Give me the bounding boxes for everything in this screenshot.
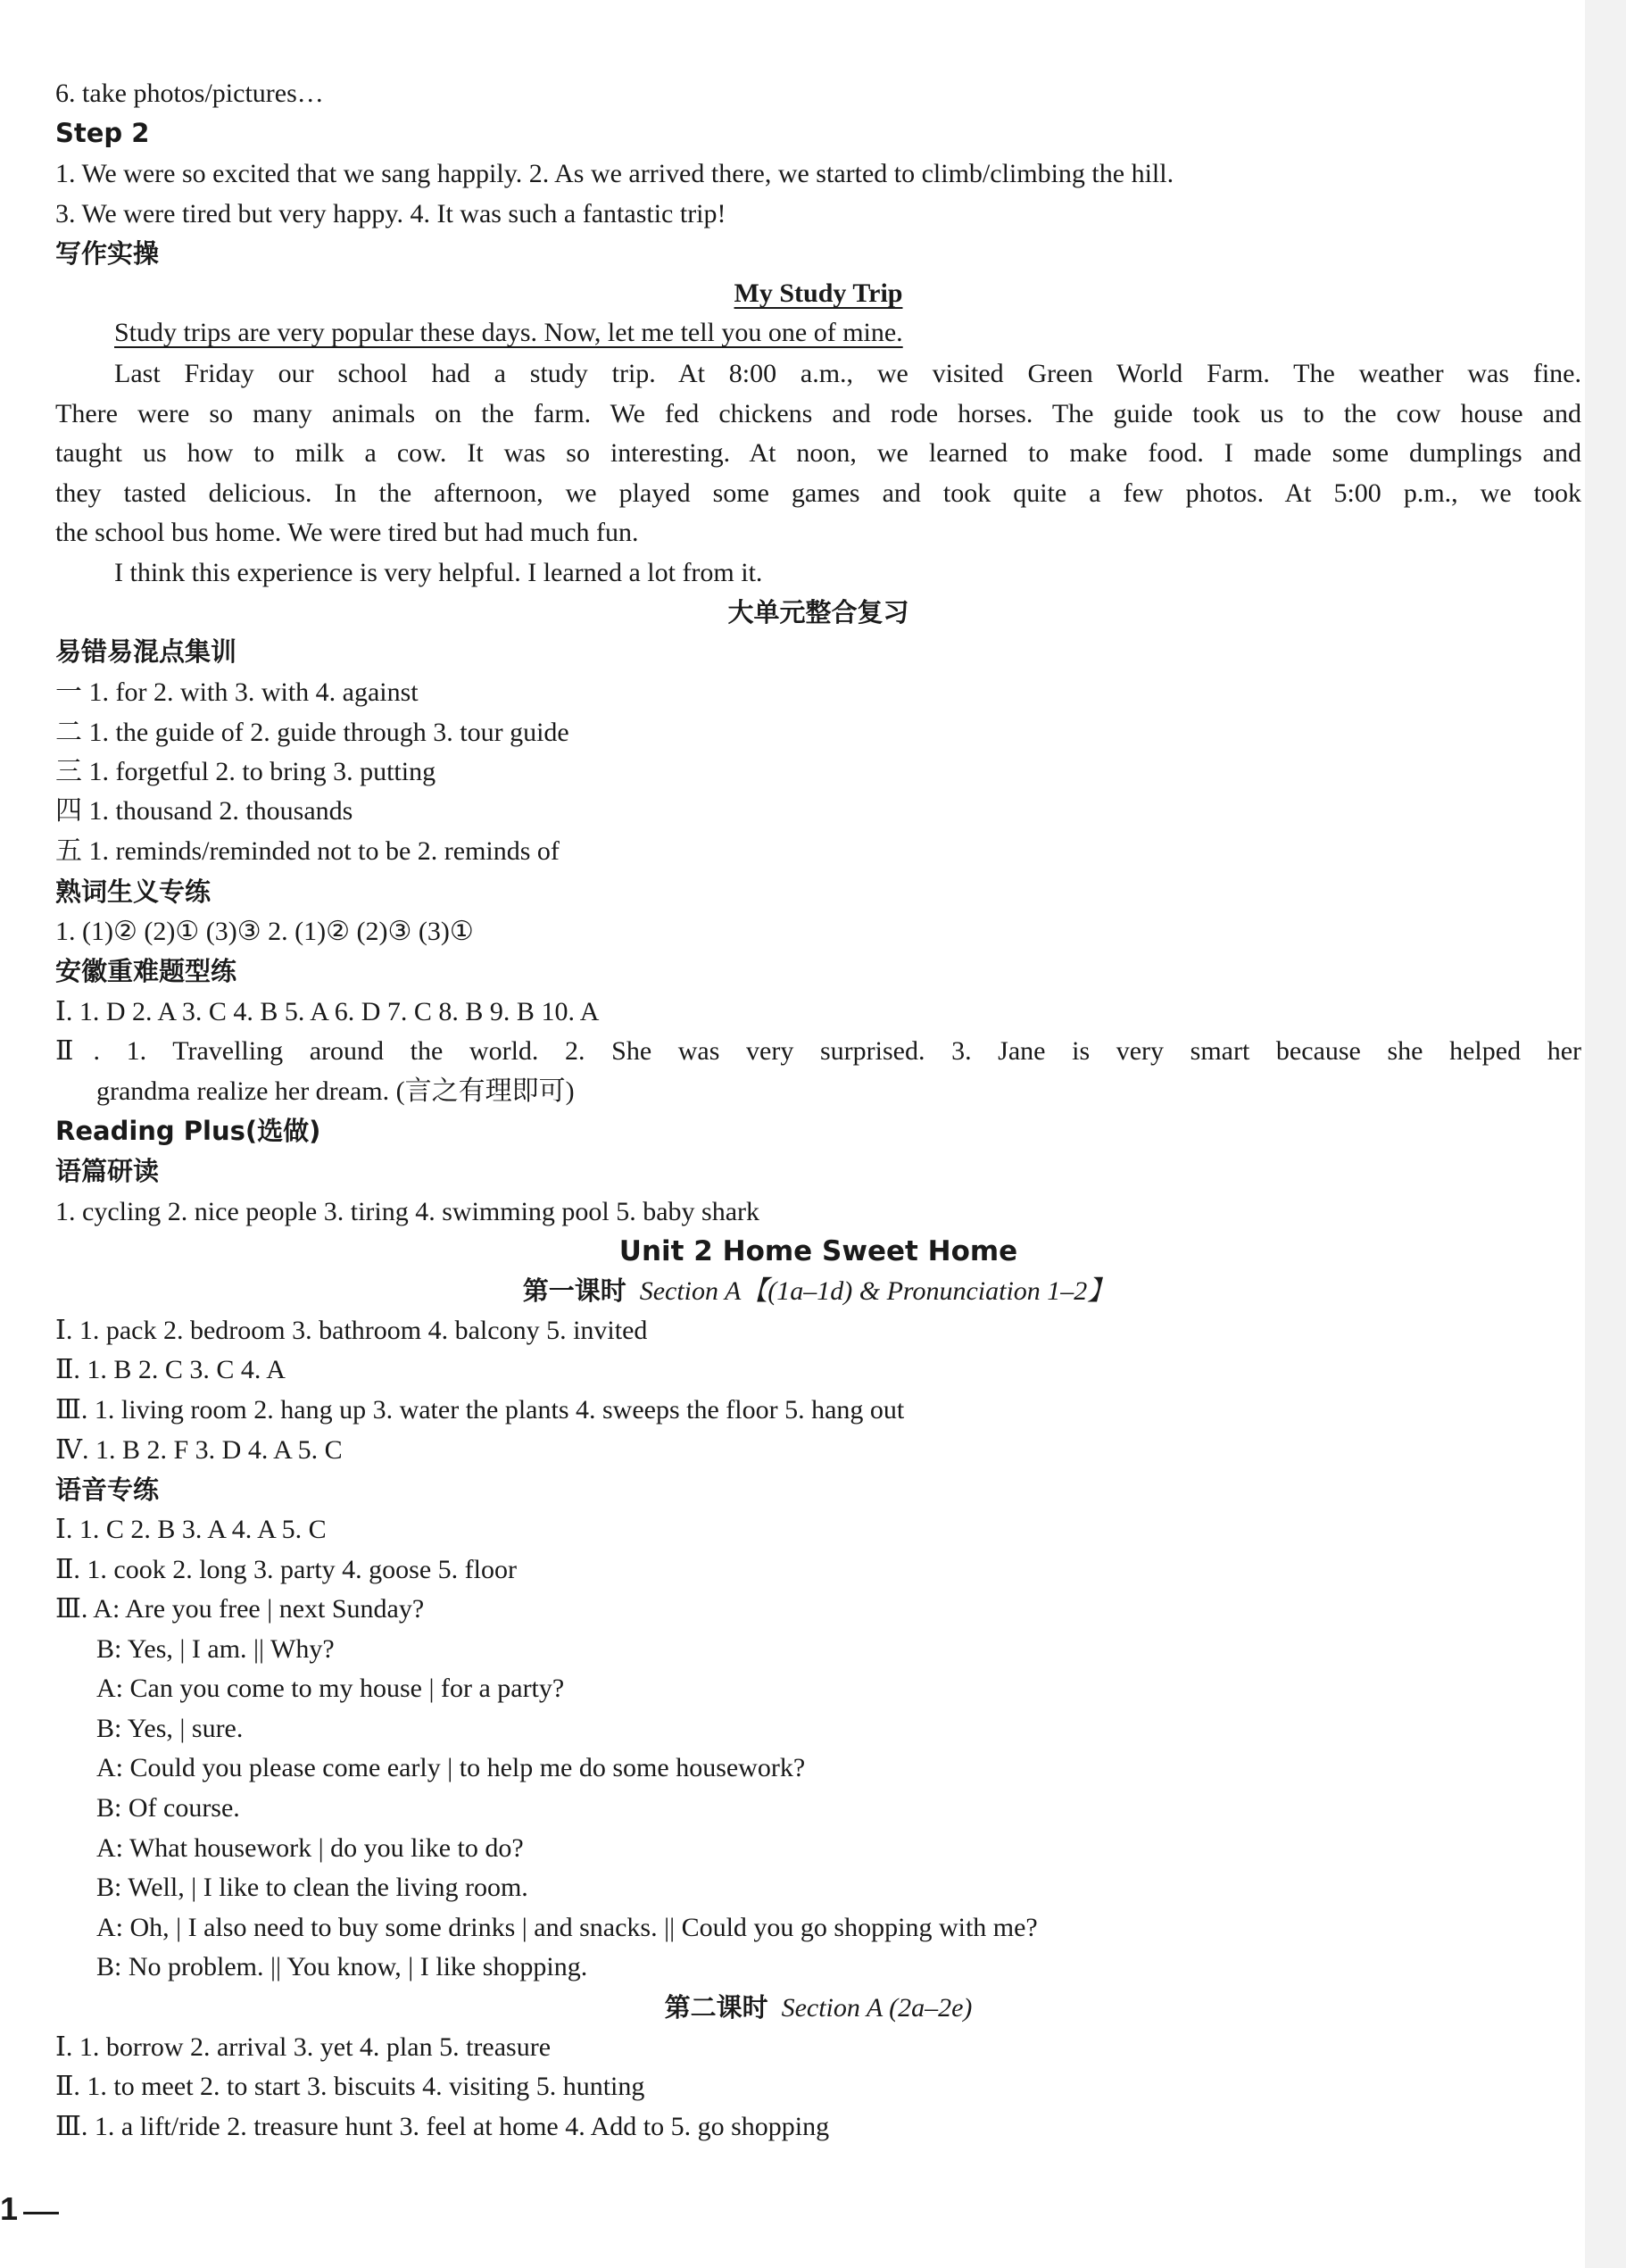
dialogue-line: B: Of course. [96,1793,240,1823]
dialogue-line: B: Well, | I like to clean the living room. [96,1873,528,1902]
essay-body-line: taught us how to milk a cow. It was so interesting. At noon, we learned to make food. I made some dumplings and [55,438,1581,468]
section-heading-anhui-practice: 安徽重难题型练 [55,956,237,986]
essay-body-line: There were so many animals on the farm. We fed chickens and rode horses. The guide took us to the cow house and [55,399,1581,428]
section-heading-review: 大单元整合复习 [727,597,909,627]
essay-conclusion: I think this experience is very helpful. I learned a lot from it. [114,558,763,587]
answer-line: Ⅰ. 1. borrow 2. arrival 3. yet 4. plan 5. treasure [55,2032,552,2062]
lesson-heading-2: 第二课时 Section A (2a–2e) [664,1992,973,2023]
answer-line: 二 1. the guide of 2. guide through 3. tour guide [55,718,569,747]
dialogue-line: A: Could you please come early | to help me do some housework? [96,1753,806,1782]
answer-line: 四 1. thousand 2. thousands [55,796,353,826]
section-heading-phonetics: 语音专练 [55,1475,160,1505]
answer-line: Ⅳ. 1. B 2. F 3. D 4. A 5. C [55,1435,343,1465]
answer-line: 三 1. forgetful 2. to bring 3. putting [55,757,436,786]
answer-line: Ⅲ. 1. a lift/ride 2. treasure hunt 3. feel at home 4. Add to 5. go shopping [55,2112,830,2141]
essay-opening: Study trips are very popular these days. Now, let me tell you one of mine. [114,318,903,347]
essay-body-line: Last Friday our school had a study trip. At 8:00 a.m., we visited Green World Farm. The weather was fine. [114,359,1581,388]
answer-line: Ⅰ. 1. pack 2. bedroom 3. bathroom 4. balcony 5. invited [55,1316,648,1345]
dialogue-line: A: What housework | do you like to do? [96,1833,524,1863]
dialogue-line: B: Yes, | I am. || Why? [96,1634,335,1664]
answer-line: Ⅱ. 1. B 2. C 3. C 4. A [55,1355,286,1384]
lesson-heading-1: 第一课时 Section A【(1a–1d) & Pronunciation 1–2】 [522,1275,1115,1306]
section-heading-reading-plus: Reading Plus(选做) [55,1116,321,1146]
essay-body-line: they tasted delicious. In the afternoon, we played some games and took quite a few photos. At 5:00 p.m., we took [55,478,1581,508]
answer-line: 1. We were so excited that we sang happily. 2. As we arrived there, we started to climb/climbing the hill. [55,159,1174,188]
section-heading-reading-study: 语篇研读 [55,1156,160,1186]
dialogue-line: B: No problem. || You know, | I like shopping. [96,1952,588,1981]
dialogue-line: B: Yes, | sure. [96,1714,244,1743]
dialogue-line: A: Can you come to my house | for a party? [96,1674,565,1703]
page-edge-shadow [1585,0,1626,2268]
page-number: 1 [0,2190,19,2227]
answer-line: Ⅲ. 1. living room 2. hang up 3. water the plants 4. sweeps the floor 5. hang out [55,1395,905,1425]
answer-line: 6. take photos/pictures… [55,79,324,108]
answer-line: Ⅱ. 1. Travelling around the world. 2. She was very surprised. 3. Jane is very smart because she helped her [55,1036,1581,1066]
answer-line: Ⅱ. 1. to meet 2. to start 3. biscuits 4. visiting 5. hunting [55,2072,645,2101]
answer-line: 1. (1)② (2)① (3)③ 2. (1)② (2)③ (3)① [55,917,474,946]
answer-line: 1. cycling 2. nice people 3. tiring 4. swimming pool 5. baby shark [55,1197,760,1226]
section-heading-step2: Step 2 [55,118,150,148]
section-heading-word-meanings: 熟词生义专练 [55,876,212,907]
answer-line: 五 1. reminds/reminded not to be 2. reminds of [55,836,560,866]
answer-line: 一 1. for 2. with 3. with 4. against [55,677,419,707]
answer-line: Ⅰ. 1. D 2. A 3. C 4. B 5. A 6. D 7. C 8. B 9. B 10. A [55,997,600,1026]
answer-line: Ⅱ. 1. cook 2. long 3. party 4. goose 5. floor [55,1555,517,1584]
answer-line: Ⅰ. 1. C 2. B 3. A 4. A 5. C [55,1515,327,1544]
page-number-dash [23,2212,59,2214]
essay-title: My Study Trip [734,278,903,308]
dialogue-line: A: Oh, | I also need to buy some drinks | and snacks. || Could you go shopping with me? [96,1913,1038,1942]
answer-line: grandma realize her dream. (言之有理即可) [96,1076,575,1106]
section-heading-writing: 写作实操 [55,238,160,269]
essay-body-line: the school bus home. We were tired but had much fun. [55,518,639,547]
section-heading-mistakes: 易错易混点集训 [55,636,237,667]
answer-line: 3. We were tired but very happy. 4. It was such a fantastic trip! [55,199,726,228]
dialogue-line: Ⅲ. A: Are you free | next Sunday? [55,1594,425,1624]
unit-title: Unit 2 Home Sweet Home [618,1235,1018,1267]
